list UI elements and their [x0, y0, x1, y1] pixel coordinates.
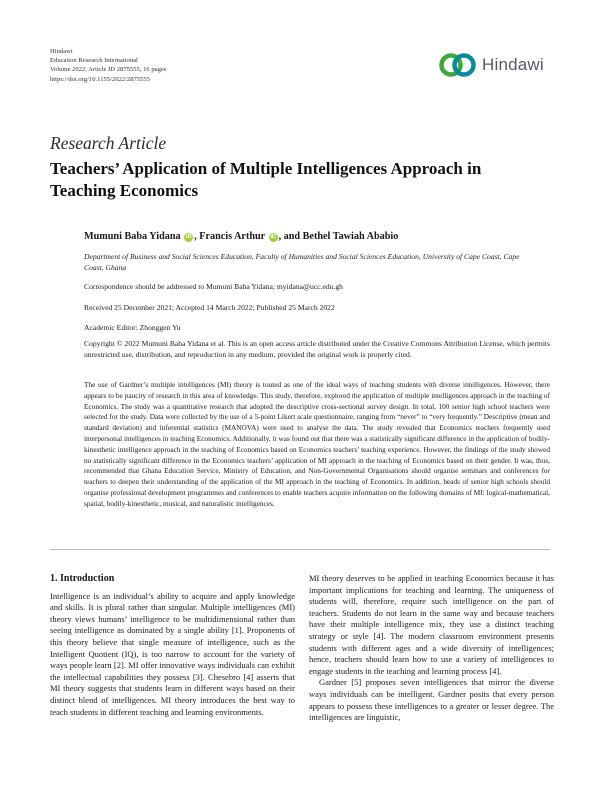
section-divider [50, 549, 550, 550]
author-name[interactable]: and Bethel Tawiah Ababio [283, 231, 399, 242]
orcid-icon[interactable]: iD [185, 234, 192, 240]
body-column-left [50, 573, 295, 718]
journal-name: Education Research International [50, 57, 138, 65]
hindawi-logo-icon [438, 52, 478, 78]
volume-line: Volume 2022, Article ID 2875555, 16 pages [50, 66, 167, 74]
orcid-icon[interactable]: iD [270, 234, 276, 240]
article-title: Teachers’ Application of Multiple Intelligences Approach in Teaching Economics [50, 159, 482, 200]
academic-editor: Academic Editor: Zhonggen Yu [84, 323, 181, 332]
correspondence: Correspondence should be addressed to Mumuni Baba Yidana; myidana@ucc.edu.gh [84, 282, 343, 291]
copyright-notice: Copyright © 2022 Mumuni Baba Yidana et al. This is an open access article distributed under the Creative Commons Attribution License, which permits unrestricted use, distribution, and reproduction in any medium, provided the original work is properly cited. [84, 339, 550, 359]
publication-dates: Received 25 December 2021; Accepted 14 March 2022; Published 25 March 2022 [84, 303, 335, 312]
doi-link[interactable]: https://doi.org/10.1155/2022/2875555 [50, 75, 151, 83]
author-name[interactable]: Mumuni Baba Yidana [84, 231, 181, 242]
logo-text: Hindawi [482, 55, 544, 74]
section-heading: 1. Introduction [50, 573, 115, 584]
hindawi-logo [438, 50, 558, 80]
author-list: Mumuni Baba Yidana iD , Francis Arthur iD , and Bethel Tawiah Ababio [84, 231, 399, 242]
paragraph: MI theory deserves to be applied in teaching Economics because it has important implications for teaching and learning. The uniqueness of students will, therefore, require such intelligence on the part of teachers. Students do not learn in the same way and because teachers have their multiple intelligence mix, they use a distinct teaching strategy or style [4]. The modern classroom environment presents students with different ages and a wide diversity of intelligences; hence, teachers should learn how to use a variety of intelligences to engage students in the teaching and learning process [4]. [309, 573, 554, 676]
author-name[interactable]: Francis Arthur [199, 231, 266, 242]
body-column-right [309, 573, 554, 724]
journal-meta [50, 47, 166, 84]
publisher-name: Hindawi [50, 48, 73, 55]
affiliation: Department of Business and Social Sciences Education, Faculty of Humanities and Social Sciences Education, University of Cape Coast, Cape Coast, Ghana [84, 252, 520, 272]
abstract: The use of Gardner’s multiple intelligences (MI) theory is touted as one of the ideal ways of teaching students with diverse intelligences. However, there appears to be paucity of research in this area of knowledge. This study, therefore, explored the application of multiple intelligences approach in the teaching of Economics. The study was a quantitative research that adopted the descriptive cross-sectional survey design. In total, 100 senior high school teachers were selected for the study. Data were collected by the use of a 5-point Likert scale questionnaire, ranging from “never” to “very frequently.” Descriptive (mean and standard deviation) and inferential statistics (MANOVA) were used to analyse the data. The study revealed that Economics teachers frequently used interpersonal intelligences in teaching Economics. Additionally, it was found out that there was a statistically significant difference in the application of bodily-kinesthetic intelligence approach in the teaching of Economics based on Economics teachers’ teaching experience. However, the findings of the study showed no statistically significant difference in the Economics teachers’ application of MI approach in the teaching of Economics based on their gender. It was, thus, recommended that Ghana Education Service, Ministry of Education, and Non-Governmental Organisations should organise seminars and conferences for teachers to deepen their understanding of the application of the MI approach in the teaching of Economics. In addition, heads of senior high schools should organise professional development programmes and conferences to enable teachers acquire information on the following domains of MI: logical-mathematical, spatial, bodily-kinesthetic, musical, and naturalistic intelligences. [84, 380, 550, 508]
paragraph: Intelligence is an individual’s ability to acquire and apply knowledge and skills. It is plural rather than singular. Multiple intelligences (MI) theory views humans’ intelligence to be multidimensional rather than seeing intelligence as dominated by a single ability [1]. Proponents of this theory believe that single measure of intelligence, such as the Intelligent Quotient (IQ), is too narrow to account for the variety of ways people learn [2]. MI offer innovative ways individuals can exhibit the intellectual capabilities they possess [3]. Chesebro [4] asserts that MI theory suggests that students learn in different ways based on their distinct blend of intelligences. MI theory introduces the best way to teach students in different teaching and learning environments. [50, 590, 295, 717]
article-type: Research Article [50, 133, 167, 153]
paragraph: Gardner [5] proposes seven intelligences that mirror the diverse ways individuals can be intelligent. Gardner posits that every person appears to possess these intelligences to a greater or lesser degree. The intelligences are linguistic, [309, 677, 554, 723]
